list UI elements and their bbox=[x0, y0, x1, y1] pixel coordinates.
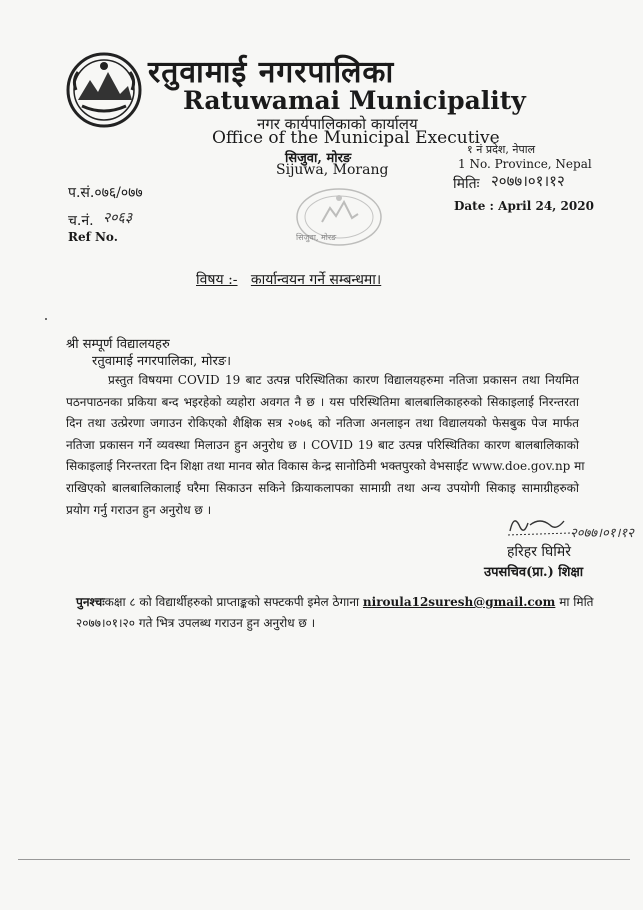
postscript-lead: पुनश्चः bbox=[76, 595, 105, 609]
recipient-line-1: श्री सम्पूर्ण विद्यालयहरु bbox=[66, 337, 170, 352]
handwritten-signature-icon bbox=[500, 505, 634, 545]
chalani-label: च.नं. bbox=[68, 213, 94, 229]
body-line: राखिएको बालबालिकालाई घरैमा सिकाउन सकिने क्रियाकलापका सामाग्री तथा अन्य उपयोगी सिकाइ सामाग्रीहरुको bbox=[66, 480, 579, 495]
subject-line bbox=[196, 270, 381, 289]
province-nepali: १ नं प्रदेश, नेपाल bbox=[467, 143, 536, 156]
signatory-name: हरिहर घिमिरे bbox=[507, 544, 572, 560]
postscript-line-1 bbox=[76, 592, 594, 613]
address-english: Sijuwa, Morang bbox=[276, 162, 389, 178]
patra-sankhya: प.सं.०७६/०७७ bbox=[68, 185, 143, 201]
miti-value: २०७७।०१।१२ bbox=[491, 172, 565, 190]
speck bbox=[45, 318, 47, 320]
body-line: नतिजा प्रकासन गर्ने व्यवस्था मिलाउन हुन अनुरोध छ । COVID 19 बाट उत्पन्न परिस्थितिका कारण बालबालिकाको bbox=[66, 437, 579, 452]
municipality-name-english: Ratuwamai Municipality bbox=[183, 86, 526, 115]
province-english: 1 No. Province, Nepal bbox=[458, 157, 592, 171]
body-line: दिन तथा उत्प्रेरणा जगाउन रोकिएको शैक्षिक सत्र २०७६ को नतिजा अनलाइन तथा विद्यालयको फेसबुक पेज मार्फत bbox=[66, 416, 579, 431]
miti-label: मितिः bbox=[453, 176, 480, 192]
office-name-nepali: नगर कार्यपालिकाको कार्यालय bbox=[257, 115, 418, 133]
municipality-name-nepali: रतुवामाई नगरपालिका bbox=[148, 55, 395, 90]
english-date: Date : April 24, 2020 bbox=[454, 199, 594, 213]
postscript-text-2: मा मिति bbox=[555, 595, 594, 609]
postscript bbox=[76, 592, 594, 634]
stamp-caption: सिजुवा, मोरङ bbox=[296, 233, 337, 242]
recipient-line-2: रतुवामाई नगरपालिका, मोरङ। bbox=[92, 354, 232, 369]
body-paragraph bbox=[66, 370, 585, 521]
subject-label: विषय :- bbox=[196, 272, 238, 288]
office-name-english: Office of the Municipal Executive bbox=[212, 128, 500, 148]
postscript-line-2: २०७७।०१।२० गते भित्र उपलब्ध गराउन हुन अनुरोध छ । bbox=[76, 616, 316, 630]
subject-text: कार्यान्वयन गर्ने सम्बन्धमा। bbox=[250, 272, 382, 288]
chalani-value: २०६३ bbox=[103, 210, 133, 226]
body-line: सिकाइलाई निरन्तरता दिन शिक्षा तथा मानव स्रोत विकास केन्द्र सानोठिमी भक्तपुरको वेभसाईट www.doe.gov.np मा bbox=[66, 459, 585, 474]
footer-divider bbox=[18, 859, 630, 860]
svg-text:२०७७।०१।१२: २०७७।०१।१२ bbox=[570, 526, 634, 541]
body-line: प्रयोग गर्नु गराउन हुन अनुरोध छ । bbox=[66, 502, 212, 517]
body-line: प्रस्तुत विषयमा COVID 19 बाट उत्पन्न परिस्थितिका कारण विद्यालयहरुमा नतिजा प्रकासन तथा नियमित bbox=[108, 373, 579, 387]
email-address[interactable]: niroula12suresh@gmail.com bbox=[362, 595, 556, 609]
signatory-title: उपसचिव(प्रा.) शिक्षा bbox=[484, 565, 584, 580]
body-line: पठनपाठनका प्रकिया बन्द भइरहेको व्यहोरा अवगत नै छ । यस परिस्थितिमा बालबालिकाहरुको सिकाइलाई निरन्तरता bbox=[66, 394, 579, 409]
ref-no-label: Ref No. bbox=[68, 230, 118, 244]
postscript-text-1: कक्षा ८ को विद्यार्थीहरुको प्राप्ताङ्कको सफ्टकपी इमेल ठेगाना bbox=[104, 595, 363, 609]
address-nepali: सिजुवा, मोरङ bbox=[285, 151, 352, 166]
municipality-emblem-icon bbox=[64, 50, 144, 130]
